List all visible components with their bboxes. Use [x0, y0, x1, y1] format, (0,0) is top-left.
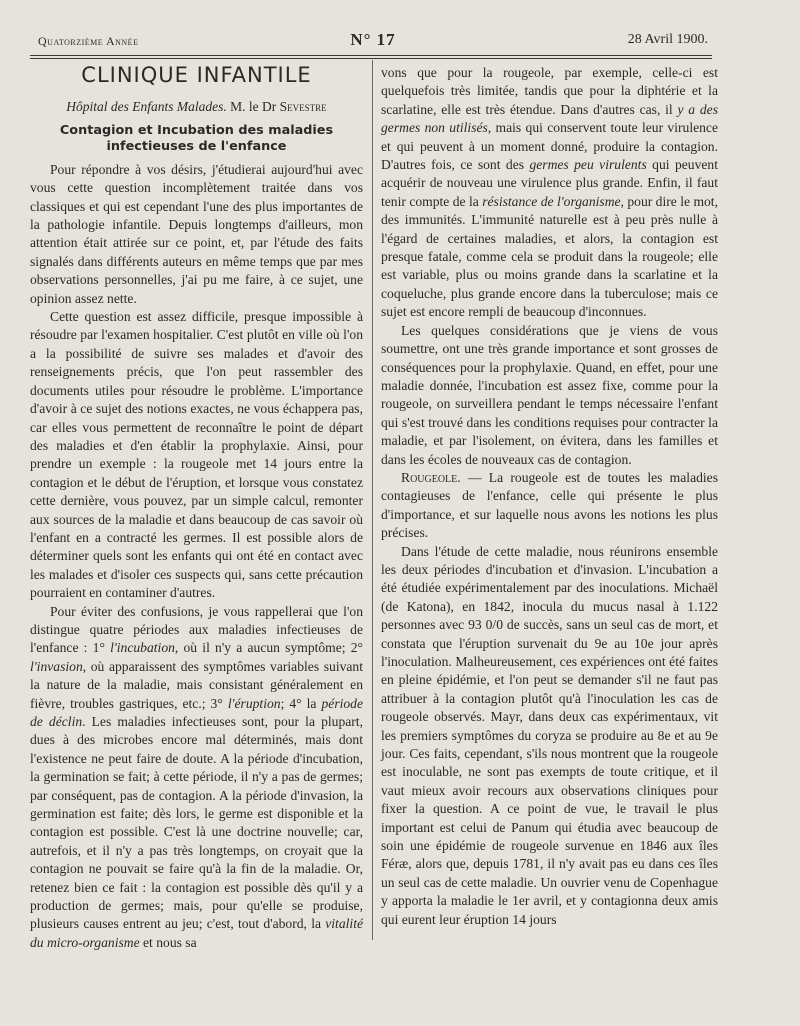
paragraph: Rougeole. — La rougeole est de toutes les maladies contagieuses de l'enfance, celle qui présente le plus d'importance, et sur laquelle nous avons les notions les plus précises.: [381, 469, 718, 541]
byline-hospital: Hôpital des Enfants Malades.: [66, 99, 227, 115]
left-column: [30, 62, 363, 952]
header-rule-thin: [30, 58, 712, 59]
header-year: Quatorzième Année: [38, 34, 139, 48]
right-column: [381, 64, 718, 929]
italic-term: résistance de l'organisme: [482, 193, 621, 209]
italic-term: germes peu virulents: [529, 157, 647, 173]
byline-author: Sevestre: [279, 99, 327, 115]
italic-term: l'éruption: [227, 695, 281, 711]
paragraph: Cette question est assez difficile, presque impossible à résoudre par l'examen hospitalier. C'est plutôt en ville où l'on a la possibilité de suivre ses malades et d'avoir des renseignements précis, que l'on peut rassembler des documents utiles pour résoudre le problème. L'importance d'avoir à ce sujet des notions exactes, ne vous échappera pas, car elles vous permettent de reconnaître le point de départ des maladies et d'en établir la prophylaxie. Ainsi, pour prendre un exemple : la rougeole met 14 jours entre la contagion et le début de l'éruption, et lorsque vous constatez cette dernière, vous pouvez, par un simple calcul, remonter aux sources de la maladie et dans beaucoup de cas savoir où l'enfant en a contracté les germes. Il est possible alors de déterminer quels sont les enfants qui ont été en contact avec les malades et d'isoler ces suspects qui, sans cette précaution pourraient en contaminer d'autres.: [30, 309, 363, 601]
header-issue-number: N° 17: [350, 30, 396, 49]
paragraph: vons que pour la rougeole, par exemple, celle-ci est quelquefois très limitée, tandis que pour la diphtérie et la scarlatine, elle est très étendue. Dans d'autres cas, il y a des germes non utilisés, mais qui conservent toute leur virulence et qui peuvent à un moment donné, produire la contagion. D'autres fois, ce sont des germes peu virulents qui peuvent acquérir de nouveau une virulence plus grande. Enfin, il faut tenir compte de la résistance de l'organisme, pour dire le mot, des immunités. L'immunité naturelle est à peu près nulle à l'égard de certaines maladies, et alors, la contagion est presque fatale, comme cela se produit dans la rougeole; elle est variable, plus ou moins grande dans la scarlatine et la coqueluche, plus grande encore dans la tuberculose; mais ce sujet est encore rempli de beaucoup d'inconnues.: [381, 65, 718, 320]
paragraph: Pour répondre à vos désirs, j'étudierai aujourd'hui avec vous cette question incomplètement traitée dans vos classiques et qui est cependant l'une des plus importantes de la pathologie infantile. Depuis longtemps d'ailleurs, mon attention était attirée sur ce point, et, par l'étude des faits signalés dans différents auteurs en même temps que par mes observations personnelles, j'ai pu me faire, à ce sujet, une opinion assez nette.: [30, 161, 363, 306]
italic-term: période de déclin: [30, 695, 364, 729]
byline: [30, 98, 363, 116]
italic-term: vitalité du micro-organisme: [30, 916, 363, 950]
section-title: CLINIQUE INFANTILE: [81, 63, 312, 87]
page-header: [38, 30, 708, 52]
column-divider: [372, 60, 373, 940]
italic-term: l'invasion: [30, 658, 83, 674]
italic-term: l'incubation: [110, 640, 175, 656]
paragraph: Dans l'étude de cette maladie, nous réunirons ensemble les deux périodes d'incubation et d'invasion. L'incubation a été étudiée expérimentalement par des inoculations. Michaël (de Katona), en 1842, inocula du mucus nasal à 1.122 personnes avec 93 0/0 de succès, sans un seul cas de mort, et constata que l'éruption survenait du 9e au 10e jour après l'inoculation. Malheureusement, ces expériences ont été faites en pleine épidémie, et l'on peut se demander s'il ne faut pas attribuer à la contagion plutôt qu'à l'inoculation les cas de rougeole observés. Mayr, dans deux cas expérimentaux, vit les premiers symptômes du coryza se produire au 8e et au 9e jour. Ces faits, cependant, s'ils nous montrent que la rougeole est inoculable, ne sont pas exempts de toute critique, et il vaut mieux avoir recours aux observations cliniques pour fixer la question. A ce point de vue, le travail le plus important est celui de Panum qui étudia avec beaucoup de soin une épidémie de rougeole survenue en 1846 aux îles Féræ, alors que, depuis 1781, il n'y avait pas eu dans ces îles un seul cas de cette maladie. Un ouvrier venu de Copenhague y apporta la maladie le 1er avril, et y contagionna deux amis qui eurent leur éruption 14 jours: [381, 543, 718, 927]
paragraph: Les quelques considérations que je viens de vous soumettre, ont une très grande importance et sont grosses de conséquences pour la prophylaxie. Quand, en effet, pour une maladie donnée, l'incubation est assez fixe, comme pour la rougeole, on surveillera pendant le temps nécessaire l'enfant qui s'est trouvé dans les conditions requises pour contracter la maladie, et par l'isolement, on évitera, dans les familles et dans les écoles de nouveaux cas de contagion.: [381, 322, 718, 467]
subsection-label: Rougeole.: [401, 469, 461, 485]
header-rule-thick: [30, 55, 712, 56]
byline-author-prefix: M. le Dr: [230, 99, 277, 115]
article-subheading: Contagion et Incubation des maladies infectieuses de l'enfance: [59, 122, 334, 154]
paragraph: Pour éviter des confusions, je vous rappellerai que l'on distingue quatre périodes aux maladies infectieuses de l'enfance : 1° l'incubation, où il n'y a aucun symptôme; 2° l'invasion, où apparaissent des symptômes variables suivant la nature de la maladie, mais consistant généralement en fièvre, troubles gastriques, etc.; 3° l'éruption; 4° la période de déclin. Les maladies infectieuses sont, pour la plupart, dues à des microbes encore mal déterminés, mais dont l'existence ne peut faire de doute. A la période d'incubation, la germination se fait; à cette période, il n'y a pas de germes; par conséquent, pas de contagion. A la période d'invasion, la germination est faite; dès lors, le germe est disponible et la contagion est possible. C'est là une doctrine nouvelle; car, autrefois, et il n'y a pas très longtemps, on croyait que la contagion ne pouvait se faire qu'à la fin de la maladie. Or, retenez bien ce fait : la contagion est possible dès qu'il y a production de germes; mais, pour qu'elle se produise, plusieurs causes entrent au jeu; c'est, tout d'abord, la vitalité du micro-organisme et nous sa: [30, 603, 364, 950]
italic-term: y a des germes non utilisés: [381, 101, 718, 136]
header-date: 28 Avril 1900.: [627, 32, 708, 47]
